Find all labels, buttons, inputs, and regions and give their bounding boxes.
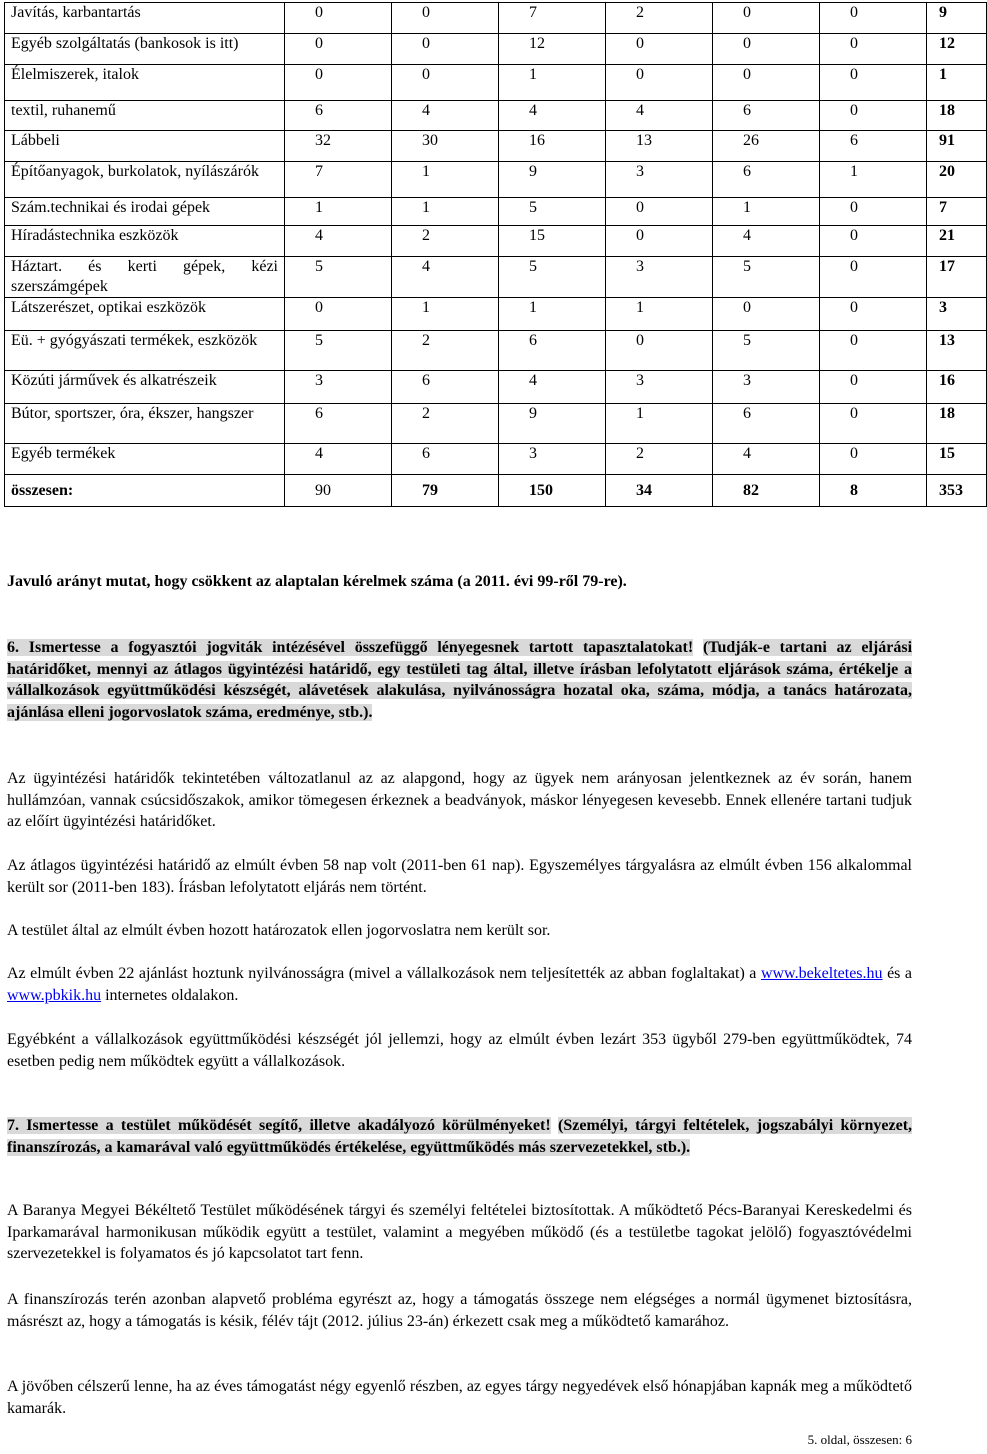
value-cell: 82 (713, 475, 820, 507)
s6-paragraph-deadlines: Az ügyintézési határidők tekintetében változatlanul az az alapgond, hogy az ügyek nem arányosan jelentkeznek az év során, hanem hullámzóan, vannak csúcsidőszakok, amikor tömegesen érkeznek a beadványok, máskor lényegesen kevesebb. Ennek ellenére tartani tudjuk az előírt ügyintézési határidőket. (7, 770, 912, 830)
value-cell: 34 (606, 475, 713, 507)
table-row (5, 298, 987, 331)
value-cell: 0 (820, 257, 927, 298)
value-cell: 79 (392, 475, 499, 507)
table-row (5, 331, 987, 371)
total-cell: 21 (927, 226, 987, 257)
value-cell: 13 (606, 131, 713, 162)
value-cell: 6 (392, 444, 499, 475)
total-cell: 3 (927, 298, 987, 331)
table-summary-row (5, 475, 987, 507)
value-cell: 6 (285, 101, 392, 131)
value-cell: 5 (499, 198, 606, 226)
value-cell: 2 (606, 3, 713, 34)
bekeltetes-link[interactable]: www.bekeltetes.hu (760, 965, 883, 982)
value-cell: 0 (713, 298, 820, 331)
value-cell: 0 (606, 226, 713, 257)
category-cell: textil, ruhanemű (5, 101, 285, 131)
value-cell: 6 (713, 101, 820, 131)
section-6-block (7, 637, 912, 723)
value-cell: 2 (392, 226, 499, 257)
s6-p4-mid: és a (887, 965, 913, 982)
value-cell: 0 (606, 34, 713, 65)
table-row (5, 257, 987, 298)
value-cell: 0 (392, 34, 499, 65)
category-cell: Szám.technikai és irodai gépek (5, 198, 285, 226)
value-cell: 4 (499, 371, 606, 404)
value-cell: 0 (392, 65, 499, 101)
total-cell: 7 (927, 198, 987, 226)
category-cell: Híradástechnika eszközök (5, 226, 285, 257)
value-cell: 4 (392, 101, 499, 131)
value-cell: 1 (392, 298, 499, 331)
value-cell: 8 (820, 475, 927, 507)
value-cell: 0 (820, 101, 927, 131)
section-7-heading: 7. Ismertesse a testület működését segítő, illetve akadályozó körülményeket! (7, 1117, 551, 1134)
value-cell: 90 (285, 475, 392, 507)
value-cell: 7 (499, 3, 606, 34)
table-row (5, 162, 987, 198)
value-cell: 0 (820, 298, 927, 331)
table-row (5, 65, 987, 101)
section-6-heading: 6. Ismertesse a fogyasztói jogviták intézésével összefüggő lényegesnek tartott tapasztalatokat! (7, 639, 694, 656)
value-cell: 0 (820, 404, 927, 444)
total-cell: 9 (927, 3, 987, 34)
s6-paragraph-recommendations (7, 963, 912, 1006)
total-cell: 91 (927, 131, 987, 162)
value-cell: 0 (820, 65, 927, 101)
complaints-table (4, 2, 987, 507)
value-cell: 4 (606, 101, 713, 131)
value-cell: 0 (820, 371, 927, 404)
value-cell: 5 (713, 257, 820, 298)
value-cell: 4 (499, 101, 606, 131)
value-cell: 1 (606, 298, 713, 331)
value-cell: 2 (392, 331, 499, 371)
value-cell: 6 (499, 331, 606, 371)
s7-paragraph-future: A jövőben célszerű lenne, ha az éves támogatást négy egyenlő részben, az egyes tárgy negyedévek első hónapjában kapnák meg a működtető kamarák. (7, 1378, 912, 1417)
table-row (5, 371, 987, 404)
improvement-note: Javuló arányt mutat, hogy csökkent az alaptalan kérelmek száma (a 2011. évi 99-ről 79-re). (7, 573, 627, 590)
value-cell: 9 (499, 404, 606, 444)
value-cell: 0 (713, 65, 820, 101)
value-cell: 4 (713, 226, 820, 257)
value-cell: 5 (285, 257, 392, 298)
value-cell: 0 (713, 3, 820, 34)
value-cell: 6 (713, 162, 820, 198)
value-cell: 1 (285, 198, 392, 226)
value-cell: 0 (820, 331, 927, 371)
table-row (5, 226, 987, 257)
category-cell: Lábbeli (5, 131, 285, 162)
value-cell: 6 (392, 371, 499, 404)
value-cell: 3 (713, 371, 820, 404)
value-cell: 6 (285, 404, 392, 444)
section-7-question: (Személyi, tárgyi feltételek, jogszabályi környezet, finanszírozás, a kamarával való együttműködés értékelése, együttműködés más szervezetekkel, stb.). (7, 1117, 913, 1156)
total-cell: 17 (927, 257, 987, 298)
pbkik-link[interactable]: www.pbkik.hu (7, 986, 102, 1004)
value-cell: 1 (499, 65, 606, 101)
value-cell: 0 (285, 298, 392, 331)
value-cell: 4 (392, 257, 499, 298)
value-cell: 32 (285, 131, 392, 162)
category-cell: Bútor, sportszer, óra, ékszer, hangszer (5, 404, 285, 444)
value-cell: 0 (820, 3, 927, 34)
table-row (5, 444, 987, 475)
value-cell: 3 (606, 371, 713, 404)
value-cell: 3 (606, 162, 713, 198)
value-cell: 3 (606, 257, 713, 298)
value-cell: 0 (285, 65, 392, 101)
value-cell: 26 (713, 131, 820, 162)
table-row (5, 34, 987, 65)
value-cell: 0 (820, 226, 927, 257)
s6-paragraph-appeals: A testület által az elmúlt évben hozott határozatok ellen jogorvoslatra nem került sor. (7, 922, 551, 939)
table-row (5, 3, 987, 34)
total-cell: 18 (927, 404, 987, 444)
category-cell: Egyéb termékek (5, 444, 285, 475)
value-cell: 0 (606, 198, 713, 226)
value-cell: 150 (499, 475, 606, 507)
value-cell: 1 (392, 162, 499, 198)
value-cell: 9 (499, 162, 606, 198)
value-cell: 3 (499, 444, 606, 475)
value-cell: 2 (606, 444, 713, 475)
value-cell: 4 (285, 444, 392, 475)
value-cell: 0 (606, 65, 713, 101)
table-row (5, 101, 987, 131)
value-cell: 3 (285, 371, 392, 404)
category-cell: Egyéb szolgáltatás (bankosok is itt) (5, 34, 285, 65)
value-cell: 1 (713, 198, 820, 226)
total-cell: 16 (927, 371, 987, 404)
category-cell: Építőanyagok, burkolatok, nyílászárók (5, 162, 285, 198)
total-cell: 1 (927, 65, 987, 101)
section-7-block (7, 1115, 912, 1158)
value-cell: 0 (285, 34, 392, 65)
value-cell: 5 (499, 257, 606, 298)
value-cell: 0 (285, 3, 392, 34)
value-cell: 30 (392, 131, 499, 162)
value-cell: 0 (820, 444, 927, 475)
value-cell: 1 (606, 404, 713, 444)
value-cell: 2 (392, 404, 499, 444)
s7-paragraph-conditions: A Baranya Megyei Békéltető Testület működésének tárgyi és személyi feltételei biztosítottak. A működtető Pécs-Baranyai Kereskedelmi és Iparkamarával harmonikusan működik együtt a testület, valamint a megyében működő (és a testületbe tagokat jelölő) fogyasztóvédelmi szervezetekkel is folyamatos és jó kapcsolatot tart fenn. (7, 1202, 912, 1262)
value-cell: 4 (285, 226, 392, 257)
total-cell: 15 (927, 444, 987, 475)
s7-paragraph-financing: A finanszírozás terén azonban alapvető probléma egyrészt az, hogy a támogatás összege nem elégséges a normál ügymenet biztosításra, másrészt az, hogy a támogatás is késik, félév tájt (2012. július 23-án) érkezett csak meg a működtető kamarához. (7, 1291, 912, 1330)
value-cell: 15 (499, 226, 606, 257)
value-cell: 6 (713, 404, 820, 444)
s6-p4-end: internetes oldalakon. (105, 986, 239, 1004)
s6-paragraph-cooperation: Egyébként a vállalkozások együttműködési készségét jól jellemzi, hogy az elmúlt évben lezárt 353 ügyből 279-ben együttműködtek, 74 esetben pedig nem működtek együtt a vállalkozások. (7, 1031, 912, 1070)
total-cell: 353 (927, 475, 987, 507)
value-cell: 0 (820, 34, 927, 65)
total-cell: 20 (927, 162, 987, 198)
total-cell: 12 (927, 34, 987, 65)
total-cell: 13 (927, 331, 987, 371)
value-cell: 7 (285, 162, 392, 198)
total-cell: 18 (927, 101, 987, 131)
value-cell: 0 (606, 331, 713, 371)
value-cell: 0 (820, 198, 927, 226)
table-row (5, 131, 987, 162)
category-cell: Eü. + gyógyászati termékek, eszközök (5, 331, 285, 371)
category-cell: Látszerészet, optikai eszközök (5, 298, 285, 331)
value-cell: 5 (713, 331, 820, 371)
summary-label: összesen: (5, 475, 285, 507)
category-cell: Háztart. és kerti gépek, kézi szerszámgépek (5, 257, 285, 298)
category-cell: Javítás, karbantartás (5, 3, 285, 34)
value-cell: 1 (820, 162, 927, 198)
s6-p4-text: Az elmúlt évben 22 ajánlást hoztunk nyilvánosságra (mivel a vállalkozások nem teljesítették az abban foglaltakat) a (7, 965, 757, 982)
value-cell: 0 (392, 3, 499, 34)
value-cell: 4 (713, 444, 820, 475)
category-cell: Közúti járművek és alkatrészeik (5, 371, 285, 404)
table-row (5, 404, 987, 444)
section-6-question: (Tudják-e tartani az eljárási határidőket, mennyi az átlagos ügyintézési határidő, egy testületi tag által, illetve írásban lefolytatott eljárások száma, értékelje a vállalkozások együttműködési készségét, alávetések alakulása, nyilvánosságra hozatal oka, száma, módja, a tanács határozata, ajánlása elleni jogorvoslatok száma, eredménye, stb.). (7, 639, 913, 721)
value-cell: 1 (499, 298, 606, 331)
value-cell: 1 (392, 198, 499, 226)
category-cell: Élelmiszerek, italok (5, 65, 285, 101)
value-cell: 12 (499, 34, 606, 65)
value-cell: 0 (713, 34, 820, 65)
table-row (5, 198, 987, 226)
value-cell: 16 (499, 131, 606, 162)
value-cell: 5 (285, 331, 392, 371)
value-cell: 6 (820, 131, 927, 162)
s6-paragraph-average: Az átlagos ügyintézési határidő az elmúlt évben 58 nap volt (2011-ben 61 nap). Egyszemélyes tárgyalásra az elmúlt évben 156 alkalommal került sor (2011-ben 183). Írásban lefolytatott eljárás nem történt. (7, 857, 912, 896)
page-footer: 5. oldal, összesen: 6 (807, 1432, 912, 1447)
